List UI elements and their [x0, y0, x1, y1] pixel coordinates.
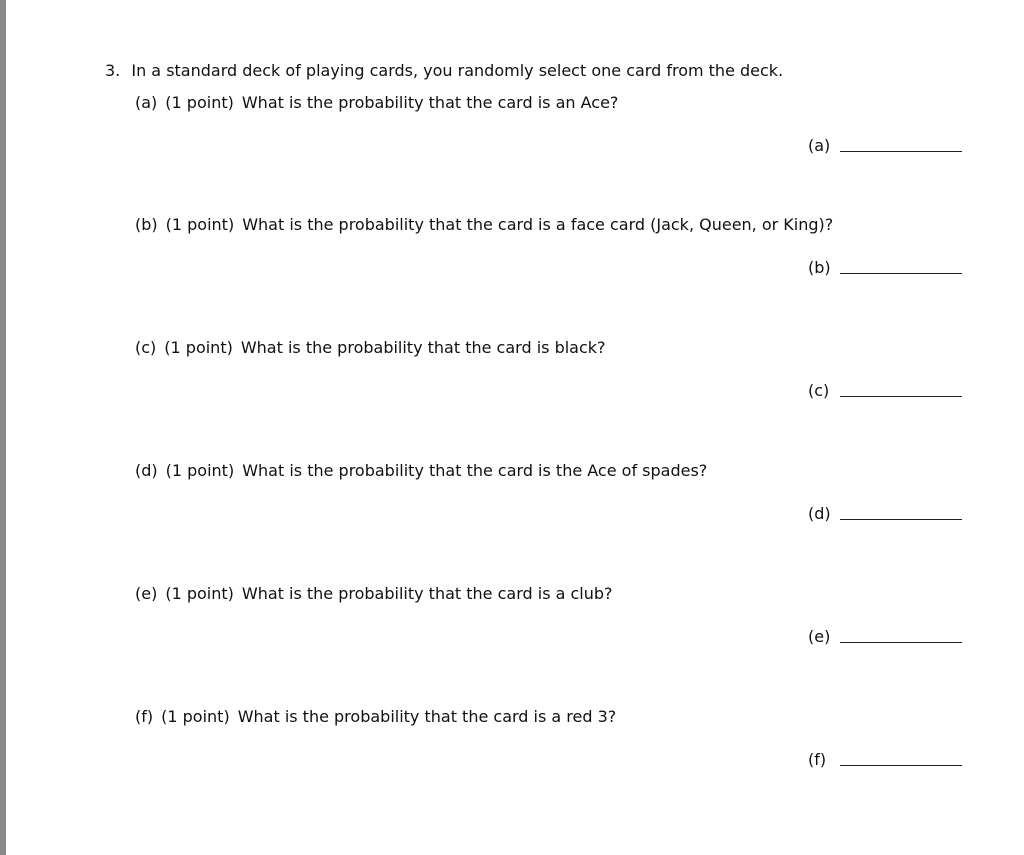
part-e-answer-line[interactable] — [840, 642, 962, 643]
part-c-answer[interactable] — [808, 380, 963, 402]
question-number: 3. — [105, 61, 121, 80]
part-b-answer[interactable] — [808, 257, 963, 279]
part-c-points: (1 point) — [164, 338, 233, 357]
part-b-points: (1 point) — [165, 215, 235, 234]
part-c-question — [135, 337, 606, 359]
part-a-answer-line[interactable] — [840, 151, 962, 152]
part-a-answer-label: (a) — [808, 136, 831, 155]
part-a-label: (a) — [135, 93, 158, 112]
part-e-label: (e) — [135, 584, 158, 603]
part-a-points: (1 point) — [165, 93, 234, 112]
part-e-question — [135, 583, 613, 605]
page-left-edge — [0, 0, 6, 855]
part-e-answer-label: (e) — [808, 627, 831, 646]
part-d-text: What is the probability that the card is the Ace of spades? — [242, 461, 708, 480]
part-f-points: (1 point) — [161, 707, 230, 726]
part-d-answer-line[interactable] — [840, 519, 962, 520]
part-e-points: (1 point) — [165, 584, 234, 603]
part-f-answer-label: (f) — [808, 750, 827, 769]
part-a-question — [135, 92, 618, 114]
question-text: In a standard deck of playing cards, you randomly select one card from the deck. — [131, 61, 784, 80]
part-d-question — [135, 460, 707, 482]
part-c-label: (c) — [135, 338, 157, 357]
part-c-text: What is the probability that the card is black? — [240, 338, 606, 357]
part-c-answer-label: (c) — [808, 381, 830, 400]
part-d-answer-label: (d) — [808, 504, 831, 523]
part-d-answer[interactable] — [808, 503, 963, 525]
part-b-text: What is the probability that the card is a face card (Jack, Queen, or King)? — [242, 215, 834, 234]
part-c-answer-line[interactable] — [840, 396, 962, 397]
part-e-answer[interactable] — [808, 626, 963, 648]
part-f-answer-line[interactable] — [840, 765, 962, 766]
part-e-text: What is the probability that the card is a club? — [241, 584, 613, 603]
part-a-text: What is the probability that the card is an Ace? — [241, 93, 619, 112]
part-d-label: (d) — [135, 461, 158, 480]
part-b-answer-label: (b) — [808, 258, 831, 277]
part-b-label: (b) — [135, 215, 158, 234]
part-b-question — [135, 214, 833, 236]
part-f-answer[interactable] — [808, 749, 963, 771]
part-a-answer[interactable] — [808, 135, 963, 157]
question-title — [105, 60, 783, 82]
part-f-label: (f) — [135, 707, 154, 726]
part-f-question — [135, 706, 616, 728]
part-d-points: (1 point) — [165, 461, 235, 480]
part-f-text: What is the probability that the card is a red 3? — [237, 707, 617, 726]
part-b-answer-line[interactable] — [840, 273, 962, 274]
